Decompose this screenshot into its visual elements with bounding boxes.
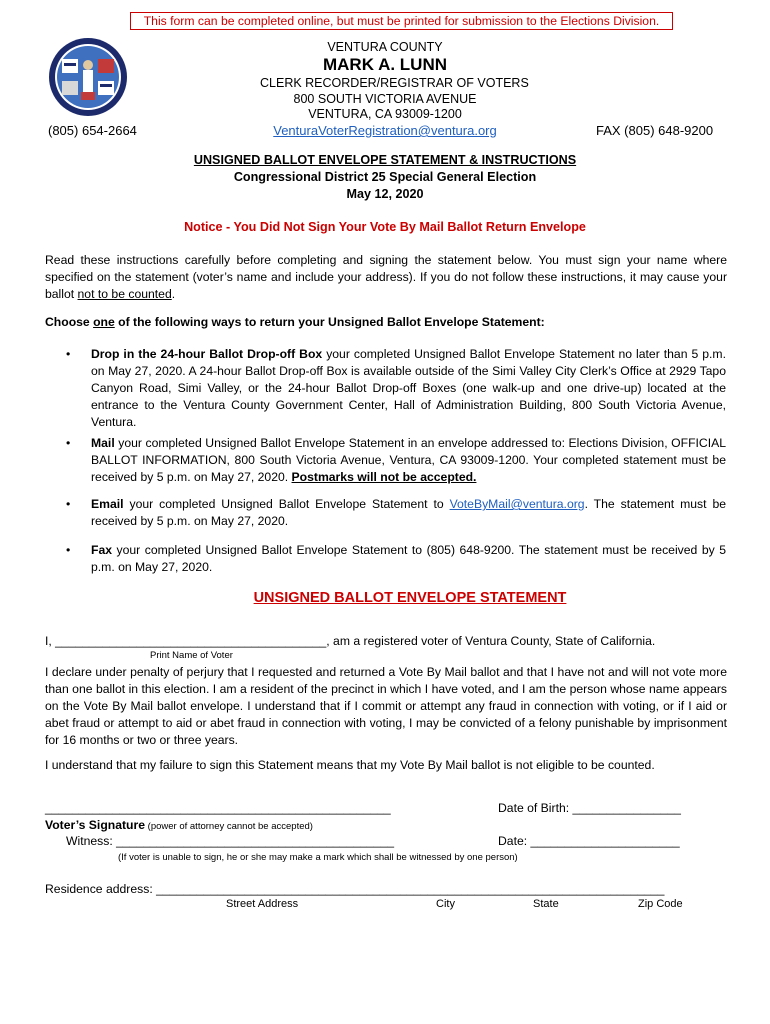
choose-underlined: one [93,315,115,329]
county-seal-icon [48,37,128,117]
print-name-label: Print Name of Voter [150,650,233,661]
bullet-fax [66,542,728,578]
bullet-dot: • [66,543,71,557]
votebymail-email-link[interactable]: VoteByMail@ventura.org [449,497,585,511]
choose-pre: Choose [45,315,94,329]
election-name: Congressional District 25 Special General Election [233,170,537,184]
understand-paragraph: I understand that my failure to sign this Statement means that my Vote By Mail ballot is not eligible to be counted. [45,758,655,772]
bullet-email-bold: Email [91,497,124,511]
state-label: State [533,898,559,910]
bullet-fax-body: your completed Unsigned Ballot Envelope Statement to (805) 648-9200. The statement must be received by 5 p.m. on May 27, 2020. [91,543,726,574]
header-name: MARK A. LUNN [322,55,448,74]
header-address-1: 800 SOUTH VICTORIA AVENUE [293,92,477,106]
zip-code-label: Zip Code [638,898,683,910]
intro-paragraph [45,252,727,303]
header-county: VENTURA COUNTY [327,40,443,54]
declaration-paragraph: I declare under penalty of perjury that I requested and returned a Vote By Mail ballot and that I have not and will not vote more than one ballot in this election. I am a resident of the precinct in which I have voted, and I am the person whose name appears on the Vote By Mail ballot envelope. I understand that if I commit or attempt any fraud in connection with voting, or if I aid or abet fraud or attempt to aid or abet fraud in connection with voting, I may be convicted of a felony punishable by imprisonment for 16 months or two or three years. [45,665,727,747]
bullet-fax-text [91,542,726,576]
notice-heading: Notice - You Did Not Sign Your Vote By Mail Ballot Return Envelope [184,220,586,234]
header-office: CLERK RECORDER/REGISTRAR OF VOTERS [260,76,529,90]
bullet-dropoff-body: your completed Unsigned Ballot Envelope Statement no later than 5 p.m. on May 27, 2020. A 24-hour Ballot Drop-off Box is available outside of the Simi Valley City Clerk’s Office at 2929 Tapo Canyon Road, Simi Valley, or the 24-hour Ballot Drop-off Boxes (one walk-up and one drive-up) located at the entrance to the Ventura County Government Center, Hall of Administration Building, 800 South Victoria Avenue, Ventura. [91,347,726,429]
bullet-mail-body: your completed Unsigned Ballot Envelope Statement in an envelope addressed to: Elections Division, OFFICIAL BALLOT INFORMATION, 800 South Victoria Avenue, Ventura, CA 93009-1200. Your completed statement must be received by 5 p.m. on May 27, 2020. [91,436,726,484]
online-banner: This form can be completed online, but must be printed for submission to the Elections Division. [130,12,673,30]
choose-post: of the following ways to return your Unsigned Ballot Envelope Statement: [114,315,545,329]
bullet-mail [66,435,728,487]
form-title: UNSIGNED BALLOT ENVELOPE STATEMENT & INSTRUCTIONS [193,153,577,167]
bullet-dropoff-bold: Drop in the 24-hour Ballot Drop-off Box [91,347,323,361]
bullet-fax-bold: Fax [91,543,113,557]
header-address-2: VENTURA, CA 93009-1200 [308,107,462,121]
bullet-dot: • [66,497,71,511]
signature-note: (power of attorney cannot be accepted) [145,821,313,832]
witness-date-field[interactable]: Date: ______________________ [498,834,680,848]
header-email-container [260,123,510,138]
bullet-email-body: your completed Unsigned Ballot Envelope Statement to [123,497,450,511]
header-fax: FAX (805) 648-9200 [596,123,714,138]
statement-title: UNSIGNED BALLOT ENVELOPE STATEMENT [253,590,567,606]
signature-line[interactable]: ___________________________________________________ [45,801,391,815]
intro-end: . [171,287,176,301]
city-label: City [436,898,455,910]
election-date: May 12, 2020 [346,187,424,201]
witness-field[interactable]: Witness: _________________________________________ [66,834,395,848]
bullet-email [66,496,728,532]
date-of-birth-field[interactable]: Date of Birth: ________________ [498,801,681,815]
witness-note: (If voter is unable to sign, he or she may make a mark which shall be witnessed by one person) [118,852,518,863]
header-email-link[interactable]: VenturaVoterRegistration@ventura.org [273,123,497,138]
choose-heading [45,314,727,331]
bullet-dot: • [66,436,71,450]
bullet-dropoff [66,346,728,429]
street-address-label: Street Address [226,898,299,910]
intro-underlined: not to be counted [77,287,172,301]
bullet-dropoff-text [91,346,726,431]
print-name-line[interactable]: I, ________________________________________, am a registered voter of Ventura County, State of California. [45,634,656,648]
residence-address-field[interactable]: Residence address: ___________________________________________________________________________ [45,882,665,896]
bullet-email-text [91,496,726,530]
bullet-mail-text [91,435,726,486]
bullet-mail-bold: Mail [91,436,115,450]
signature-label-bold: Voter’s Signature [45,818,146,832]
intro-text: Read these instructions carefully before completing and signing the statement below. You must sign your name where specified on the statement (voter’s name and include your address). If you do not follow these instructions, it may cause your ballot [45,253,727,301]
header-phone: (805) 654-2664 [48,123,137,138]
bullet-mail-postmark: Postmarks will not be accepted. [291,470,477,484]
bullet-dot: • [66,347,71,361]
bullet-email-end: . The statement must be received by 5 p.m. on May 27, 2020. [91,497,726,528]
